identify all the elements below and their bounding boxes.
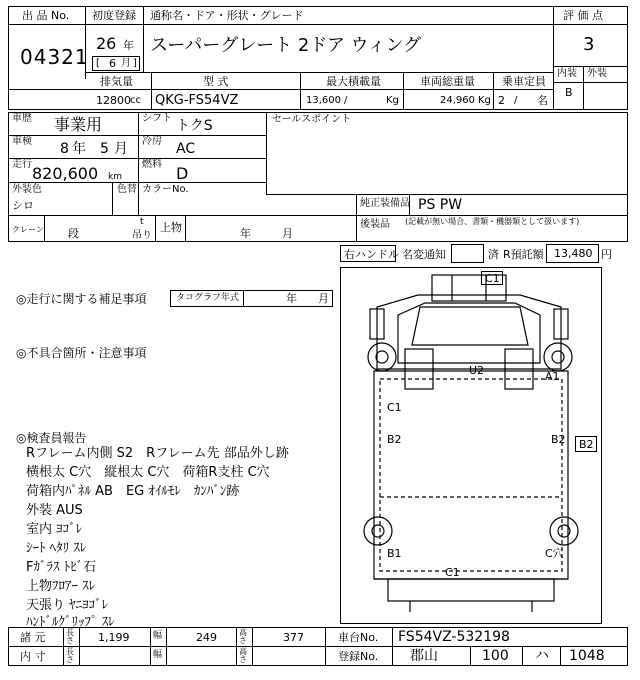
name-change-box (451, 244, 484, 263)
in-length-label: 長さ (66, 647, 74, 664)
max-load-label: 最大積載量 (326, 75, 381, 88)
color-no-label2: カラーNo. (142, 184, 189, 195)
crane-label: クレーン (12, 225, 44, 234)
width: 249 (196, 631, 217, 644)
reg-no-label: 登録No. (338, 650, 379, 663)
crane-unit1: 段 (68, 227, 79, 240)
lot-label: 出 品 No. (22, 9, 70, 22)
ac-label: 冷房 (142, 136, 162, 147)
reg-number: 1048 (569, 648, 605, 664)
capacity-slash: / (514, 95, 518, 106)
color-no-label: 色替 (117, 184, 137, 195)
rating: 3 (583, 34, 595, 55)
ext-color-label: 外装色 (12, 184, 42, 195)
report-line: Fｶﾞﾗｽ ﾄﾋﾞ石 (26, 560, 97, 575)
aftermarket-note: (記載が無い場合、書類・機器類として扱います) (405, 217, 580, 226)
capacity-label: 乗車定員 (502, 75, 546, 88)
defects-heading: ◎不具合箇所・注意事項 (16, 346, 147, 360)
shift-label: シフト (142, 113, 172, 124)
gross-weight: 24,960 (440, 95, 475, 106)
exterior-label: 外装 (587, 68, 607, 79)
steering: 右ハンドル (344, 248, 399, 261)
gross-weight-label: 車両総重量 (420, 75, 475, 88)
r-deposit: 13,480 (554, 247, 593, 260)
model-label: 型 式 (203, 75, 229, 88)
mark-u2: U2 (469, 364, 485, 377)
inspection-label: 車検 (12, 136, 32, 147)
interior-dims-label: 内 寸 (20, 650, 46, 663)
first-reg-label: 初度登録 (92, 9, 136, 22)
year-unit: 年 (123, 39, 134, 52)
upper-month: 月 (282, 227, 293, 240)
max-load-unit: Kg (386, 95, 399, 106)
aftermarket-label: 後装品 (360, 219, 390, 230)
gross-weight-unit: Kg (478, 95, 491, 106)
upper-year: 年 (240, 227, 251, 240)
report-line: 横根太 C穴 縦根太 C穴 荷箱R支柱 C穴 (26, 465, 270, 480)
inspection-month: 5 (100, 141, 109, 157)
damage-diagram (340, 267, 602, 624)
mark-c-hole: C穴 (545, 547, 564, 560)
capacity: 2 (498, 94, 505, 107)
tacho-month: 月 (318, 292, 329, 305)
report-line: 室内 ﾖｺﾞﾚ (26, 522, 83, 537)
report-line: 荷箱内ﾊﾟﾈﾙ AB EG ｵｲﾙﾓﾚ ｶﾝﾊﾞﾝ跡 (26, 484, 240, 499)
model-name: スーパーグレート 2ドア ウィング (150, 35, 422, 56)
inspection-year: 8 (60, 141, 69, 157)
standard-equip: PS PW (418, 197, 463, 213)
model-code: QKG-FS54VZ (155, 93, 239, 108)
max-load: 13,600 (306, 95, 341, 106)
mark-b2-left: B2 (387, 433, 402, 446)
mileage: 820,600 (32, 164, 99, 183)
tacho-year: 年 (286, 292, 297, 305)
mark-c1-left: C1 (387, 401, 402, 414)
history-label: 車歴 (12, 113, 32, 124)
fuel: D (176, 164, 189, 183)
chassis-label: 車台No. (338, 631, 379, 644)
inspection-month-unit: 月 (114, 141, 128, 157)
mark-b2-right: B2 (551, 433, 566, 446)
reg-area: 郡山 (410, 648, 438, 664)
r-deposit-unit: 円 (601, 248, 612, 261)
mark-a1: A1 (545, 370, 560, 383)
report-line: 天張り ﾔﾆﾖｺﾞﾚ (26, 598, 109, 613)
reg-month: 6 (109, 57, 116, 70)
inspection-year-unit: 年 (72, 141, 86, 157)
displacement: 12800 (96, 94, 131, 107)
crane-unit3: 吊り (132, 230, 152, 241)
displacement-label: 排気量 (100, 75, 133, 88)
sales-point-label: セールスポイント (272, 114, 352, 125)
name-change-label: 名変通知 (402, 248, 446, 261)
report-line: Rフレーム内側 S2 Rフレーム先 部品外し跡 (26, 446, 289, 461)
history: 事業用 (54, 115, 103, 134)
interior-grade: B (565, 86, 573, 99)
month-unit: 月 (121, 58, 131, 69)
reg-kana: ハ (535, 648, 549, 664)
report-line: ｼｰﾄ ﾍﾀﾘ ｽﾚ (26, 541, 87, 556)
crane-unit2: t (140, 217, 144, 227)
fuel-label: 燃料 (142, 159, 162, 170)
mark-c1-top: C1 (485, 272, 500, 285)
width-label: 幅 (153, 631, 163, 641)
capacity-unit: 名 (537, 94, 548, 107)
mark-b2-box: B2 (579, 438, 594, 451)
lot-number: 04321 (20, 45, 89, 69)
dims-label: 諸 元 (20, 631, 46, 644)
displacement-unit: cc (130, 95, 141, 106)
report-line: ﾊﾝﾄﾞﾙｸﾞﾘｯﾌﾟ ｽﾚ (26, 615, 115, 630)
ext-color: シロ (12, 199, 34, 212)
report-line: 上物ﾌﾛｱｰ ｽﾚ (26, 579, 96, 594)
mileage-unit: km (108, 172, 122, 182)
name-label: 通称名・ドア・形状・グレード (150, 9, 304, 22)
mark-c1-bottom: C1 (445, 566, 460, 579)
chassis-no: FS54VZ-532198 (398, 629, 510, 645)
standard-equip-label: 純正装備品 (360, 198, 410, 209)
height-label: 高さ (239, 628, 247, 645)
mark-b1: B1 (387, 547, 402, 560)
in-height-label: 高さ (239, 647, 247, 664)
report-line: 外装 AUS (26, 503, 83, 518)
interior-label: 内装 (557, 68, 577, 79)
rating-label: 評 価 点 (563, 9, 603, 22)
reg-class: 100 (482, 648, 509, 664)
tacho-label: タコグラフ年式 (176, 293, 240, 303)
length-label: 長さ (66, 628, 74, 645)
mileage-label: 走行 (12, 159, 32, 170)
r-deposit-label: R預託額 (503, 248, 544, 261)
upper-label: 上物 (160, 221, 182, 234)
reg-year: 26 (96, 34, 117, 53)
height: 377 (283, 631, 304, 644)
shift: トクS (176, 118, 213, 134)
r-deposit-prefix: 済 (488, 248, 499, 261)
ac: AC (176, 141, 196, 157)
driving-notes-heading: ◎走行に関する補足事項 (16, 292, 147, 306)
max-load-slash: / (344, 95, 348, 106)
in-width-label: 幅 (153, 650, 163, 660)
length: 1,199 (98, 631, 130, 644)
inspector-report-heading: ◎検査員報告 (16, 431, 87, 445)
